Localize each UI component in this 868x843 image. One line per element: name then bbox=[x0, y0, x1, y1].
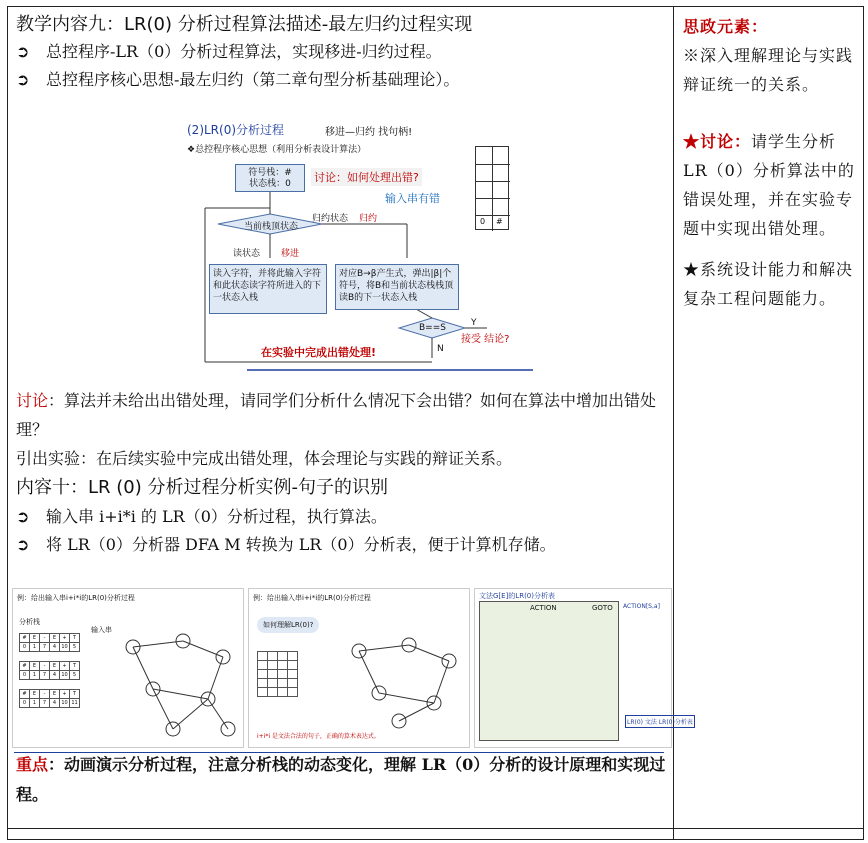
teaching-content-column bbox=[16, 12, 668, 94]
thumb3-goto-header: GOTO bbox=[592, 604, 613, 612]
thumb1-title: 例：给出输入串i+i*i的LR(0)分析过程 bbox=[17, 594, 135, 602]
read-state-label: 读状态 bbox=[233, 249, 261, 259]
flow-core-idea: ❖总控程序核心思想（利用分析表设计算法） bbox=[187, 145, 367, 155]
thumb3-note: LR(0) 文法 LR(0)分析表 bbox=[625, 715, 695, 728]
reduce-red-label: 归约 bbox=[359, 214, 378, 224]
n-label: N bbox=[437, 344, 444, 354]
thumbnail-parse-example bbox=[248, 588, 470, 748]
discussion-text: 请学生分析 LR（0）分析算法中的错误处理，并在实验专题中实现出错处理。 bbox=[683, 132, 855, 238]
thumb3-title: 文法G[E]的LR(0)分析表 bbox=[479, 592, 555, 600]
shift-red-label: 移进 bbox=[281, 249, 300, 259]
bullet-item bbox=[16, 66, 668, 94]
section-title-10: 内容十：LR (0) 分析过程分析实例-句子的识别 bbox=[16, 477, 388, 498]
thumb3-table bbox=[479, 601, 619, 741]
bullet-text: 将 LR（0）分析器 DFA M 转换为 LR（0）分析表，便于计算机存储。 bbox=[46, 535, 556, 554]
dfa-graph bbox=[339, 633, 467, 729]
thumbnail-parse-stack bbox=[12, 588, 244, 748]
bullet-item bbox=[16, 531, 668, 559]
ability-text: ★系统设计能力和解决复杂工程问题能力。 bbox=[683, 260, 854, 308]
ideology-title: 思政元素： bbox=[683, 17, 769, 36]
thumb2-cloud: 如何理解LR(0)? bbox=[257, 617, 319, 633]
thumbnail-lr0-table bbox=[474, 588, 693, 748]
accept-label: 接受 结论? bbox=[461, 334, 510, 345]
bullet-text: 总控程序-LR（0）分析过程算法，实现移进-归约过程。 bbox=[46, 42, 442, 61]
thumb2-caption: i+i*i 是文法合法的句子，正确的算术表达式。 bbox=[257, 733, 380, 740]
arrow-bullet-icon: ➲ bbox=[16, 42, 30, 61]
thumb1-stack-table: # E - E + T 0 1 7 4 10 11 bbox=[19, 689, 80, 708]
reduce-state-label: 归约状态 bbox=[312, 214, 349, 224]
arrow-bullet-icon: ➲ bbox=[16, 535, 30, 554]
thumb2-stack-table bbox=[257, 651, 298, 697]
discussion-paragraph bbox=[16, 386, 668, 444]
flow-title: (2)LR(0)分析过程 bbox=[187, 123, 285, 137]
discussion-block bbox=[683, 127, 859, 243]
ideology-text: ※深入理解理论与实践辩证统一的关系。 bbox=[683, 46, 854, 94]
grid-zero: 0 bbox=[480, 217, 486, 226]
symbol-stack-label: 符号栈：# bbox=[248, 168, 292, 178]
section-title-9: 教学内容九：LR(0) 分析过程算法描述-最左归约过程实现 bbox=[16, 14, 473, 35]
arrow-bullet-icon: ➲ bbox=[16, 70, 30, 89]
bullet-text: 总控程序核心思想-最左归约（第二章句型分析基础理论）。 bbox=[46, 70, 460, 89]
read-box: 读入字符，并将此输入字符和此状态读字符所进入的下一状态入栈 bbox=[209, 264, 327, 314]
key-point-paragraph bbox=[16, 750, 668, 810]
bullet-text: 输入串 i+i*i 的 LR（0）分析过程，执行算法。 bbox=[46, 507, 387, 526]
experiment-paragraph: 引出实验：在后续实验中完成出错处理，体会理论与实践的辩证关系。 bbox=[16, 449, 513, 468]
thumb3-action-header: ACTION bbox=[530, 604, 557, 612]
bullet-item bbox=[16, 503, 668, 531]
thumb1-stack-table: # E - E + T 0 1 7 4 10 5 bbox=[19, 633, 80, 652]
b-equals-s: B==S bbox=[419, 323, 446, 333]
row-divider bbox=[7, 828, 864, 829]
lab-error-label: 在实验中完成出错处理! bbox=[261, 346, 377, 359]
state-stack-label: 状态栈：0 bbox=[249, 179, 291, 189]
thumb1-stack-label: 分析栈 bbox=[19, 618, 40, 626]
arrow-bullet-icon: ➲ bbox=[16, 507, 30, 526]
discussion-title: ★讨论： bbox=[683, 132, 752, 151]
discuss-question: 讨论：如何处理出错? bbox=[311, 168, 422, 186]
thumb1-input-label: 输入串 bbox=[91, 626, 112, 634]
input-error-label: 输入串有错 bbox=[385, 192, 440, 205]
ideology-column bbox=[683, 12, 859, 313]
bullet-item bbox=[16, 38, 668, 66]
lr0-flowchart bbox=[187, 118, 533, 370]
grid-hash: # bbox=[496, 217, 503, 226]
y-label: Y bbox=[471, 318, 477, 328]
thumb3-side-label: ACTION[S,a] bbox=[623, 603, 660, 610]
discussion-text: ：算法并未给出出错处理，请同学们分析什么情况下会出错？如何在算法中增加出错处理？ bbox=[16, 391, 657, 439]
flow-subtitle: 移进—归约 找句柄! bbox=[325, 127, 413, 138]
thumb2-title: 例：给出输入串i+i*i的LR(0)分析过程 bbox=[253, 594, 371, 602]
dfa-graph bbox=[113, 629, 241, 745]
key-text: ：动画演示分析过程，注意分析栈的动态变化，理解 LR（0）分析的设计原理和实现过程。 bbox=[16, 755, 666, 804]
diamond-label: 当前栈顶状态 bbox=[244, 222, 299, 232]
discussion-label: 讨论 bbox=[16, 391, 49, 410]
key-label: 重点 bbox=[16, 755, 49, 774]
ideology-block bbox=[683, 12, 859, 99]
teaching-content-lower bbox=[16, 386, 668, 559]
thumb1-stack-table: # E - E + T 0 1 7 4 10 5 bbox=[19, 661, 80, 680]
reduce-box: 对应B→β产生式，弹出|β|个符号，将B和当前状态栈栈顶读B的下一状态入栈 bbox=[335, 264, 459, 310]
